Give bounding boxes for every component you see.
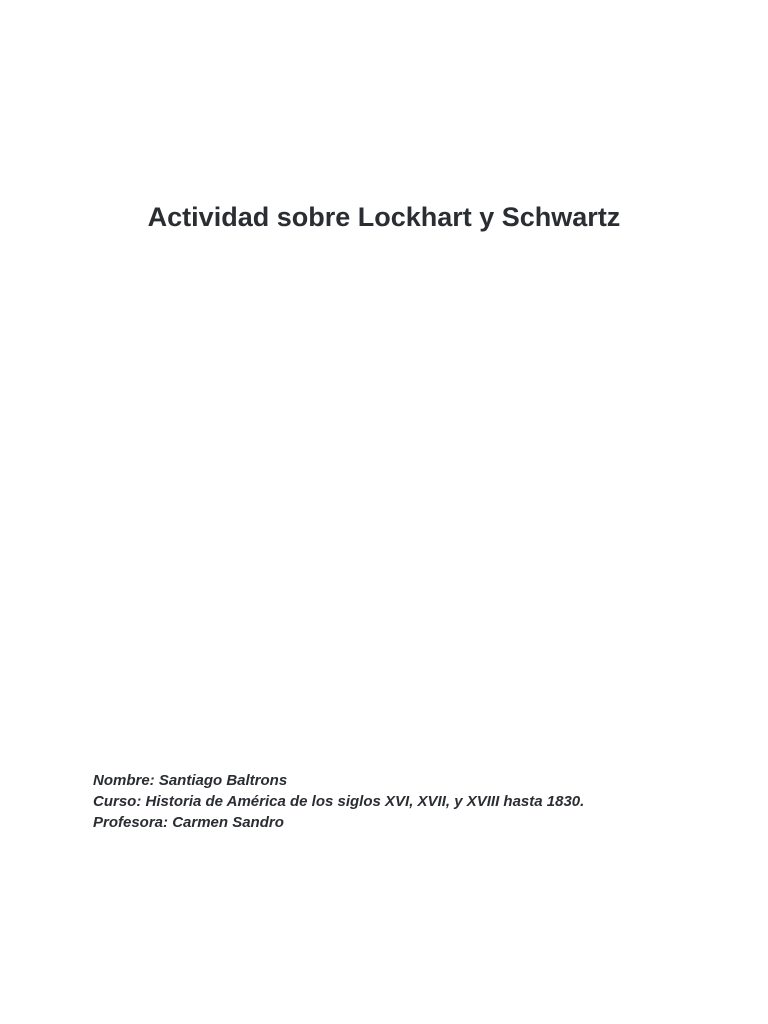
student-name-line: Nombre: Santiago Baltrons <box>93 772 288 789</box>
document-title: Actividad sobre Lockhart y Schwartz <box>147 202 621 232</box>
student-info-block <box>93 770 733 833</box>
teacher-line: Profesora: Carmen Sandro <box>93 814 284 831</box>
course-line: Curso: Historia de América de los siglos XVI, XVII, y XVIII hasta 1830. <box>93 793 585 810</box>
